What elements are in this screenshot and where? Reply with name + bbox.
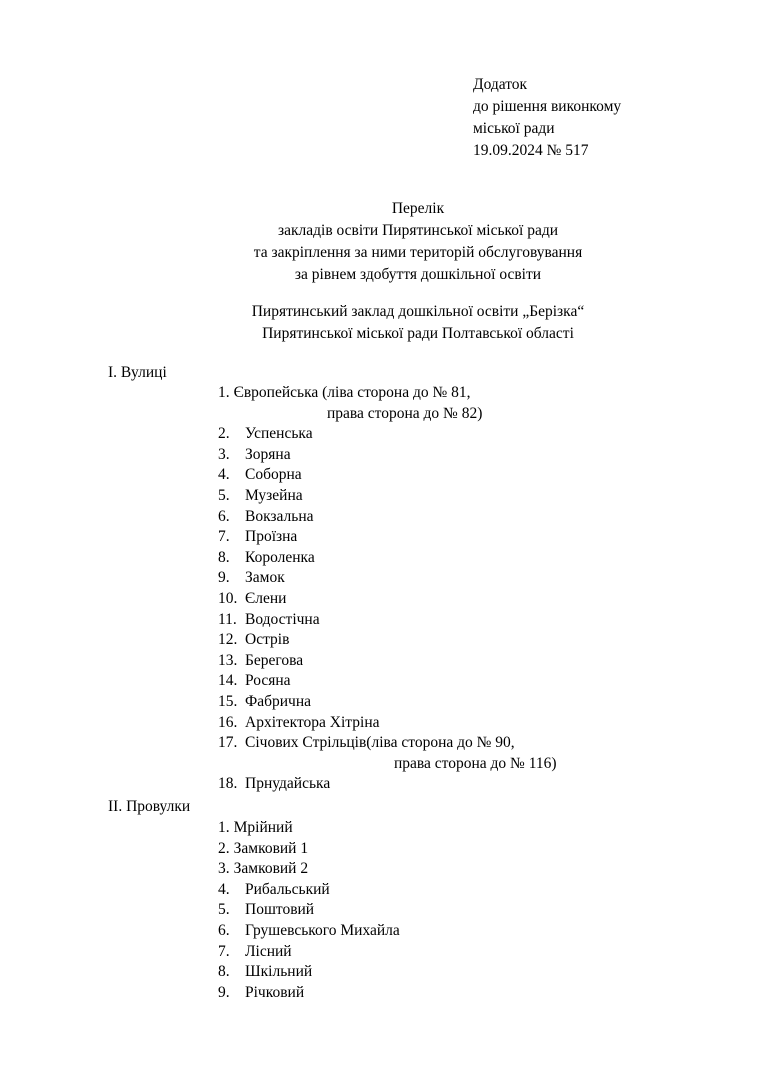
item-name: Грушевського Михайла: [245, 921, 400, 939]
item-number: 1.: [218, 384, 230, 401]
item-name: Замковий 2: [233, 860, 309, 878]
item-name: Водостічна: [245, 610, 320, 628]
addendum-line: Додаток: [473, 76, 528, 93]
item-name: Замковий 1: [233, 839, 309, 857]
list-item: [218, 818, 400, 839]
item-number: 17.: [218, 734, 238, 752]
list-item: [218, 671, 557, 692]
list-item: [218, 859, 400, 880]
institution-line: Пирятинської міської ради Полтавської області: [262, 325, 574, 342]
list-item: [218, 445, 557, 466]
list-item: [218, 983, 400, 1004]
item-name: Вокзальна: [245, 507, 314, 525]
item-number: 13.: [218, 651, 238, 669]
addendum-date-number: 19.09.2024 № 517: [473, 142, 589, 159]
list-item: [218, 774, 557, 795]
streets-heading: І. Вулиці: [108, 364, 167, 381]
item-name: Острів: [245, 631, 290, 649]
item-number: 6.: [218, 507, 230, 525]
addendum-line: міської ради: [473, 120, 555, 137]
document-title: [0, 198, 764, 286]
item-number: 15.: [218, 692, 238, 710]
item-number: 2.: [218, 425, 230, 443]
item-name: Шкільний: [245, 963, 313, 981]
lanes-heading: ІІ. Провулки: [108, 798, 191, 815]
list-item: [218, 900, 400, 921]
item-number: 5.: [218, 486, 230, 504]
item-name: Поштовий: [245, 901, 315, 919]
item-name: Мрійний: [233, 819, 293, 836]
title-line: за рівнем здобуття дошкільної освіти: [294, 266, 542, 283]
item-number: 1.: [218, 819, 230, 836]
item-number: 9.: [218, 983, 230, 1001]
item-name: Успенська: [245, 425, 313, 443]
title-line: та закріплення за ними територій обслуговування: [253, 244, 583, 261]
streets-list: [218, 383, 557, 795]
item-number: 7.: [218, 528, 230, 546]
item-name: Музейна: [245, 486, 303, 504]
item-number: 9.: [218, 569, 230, 587]
item-number: 8.: [218, 963, 230, 981]
item-number: 8.: [218, 548, 230, 566]
list-item: [218, 630, 557, 651]
item-number: 10.: [218, 589, 238, 607]
list-item: [218, 713, 557, 734]
list-item: [218, 486, 557, 507]
item-name: Єлени: [245, 589, 287, 607]
item-number: 14.: [218, 672, 238, 690]
item-number: 16.: [218, 713, 238, 731]
title-line: Перелік: [391, 200, 445, 217]
item-name: Росяна: [245, 672, 291, 690]
list-item: [218, 880, 400, 901]
item-number: 18.: [218, 775, 238, 793]
list-item: [218, 733, 557, 754]
item-number: 5.: [218, 901, 230, 919]
item-name: Замок: [245, 569, 285, 587]
item-number: 4.: [218, 880, 230, 898]
item-name: Берегова: [245, 651, 304, 669]
item-number: 4.: [218, 466, 230, 484]
list-item: [218, 839, 400, 860]
item-name: Проїзна: [245, 528, 298, 546]
item-name: Річковий: [245, 983, 305, 1001]
list-item: [218, 942, 400, 963]
institution-line: Пирятинський заклад дошкільної освіти „Берізка“: [251, 303, 585, 320]
list-item: [218, 962, 400, 983]
item-name: Соборна: [245, 466, 302, 484]
list-item: [218, 568, 557, 589]
list-item: [218, 921, 400, 942]
addendum-block: [473, 74, 621, 162]
item-number: 6.: [218, 921, 230, 939]
item-name: Зоряна: [245, 445, 291, 463]
list-item: [218, 651, 557, 672]
item-name: Лісний: [245, 942, 292, 960]
list-item: [218, 589, 557, 610]
list-item: [218, 465, 557, 486]
item-number: 12.: [218, 631, 238, 649]
item-number: 3.: [218, 860, 230, 878]
item-name: Прнудайська: [245, 775, 331, 793]
item-name: Європейська (ліва сторона до № 81,: [233, 384, 471, 401]
item-continuation: права сторона до № 82): [327, 404, 483, 422]
list-item: [218, 548, 557, 569]
addendum-line: до рішення виконкому: [473, 98, 622, 115]
list-item: [218, 507, 557, 528]
list-item: [218, 424, 557, 445]
list-item: [218, 527, 557, 548]
item-name: Фабрична: [245, 692, 312, 710]
item-name: Рибальський: [245, 880, 330, 898]
item-name: Січових Стрільців(ліва сторона до № 90,: [245, 734, 515, 752]
list-item: [218, 383, 557, 404]
item-number: 7.: [218, 942, 230, 960]
list-item: [218, 692, 557, 713]
item-name: Архітектора Хітріна: [245, 713, 380, 731]
title-line: закладів освіти Пирятинської міської ради: [277, 222, 559, 239]
item-number: 3.: [218, 445, 230, 463]
list-item: [218, 610, 557, 631]
item-name: Короленка: [245, 548, 315, 566]
item-number: 11.: [218, 610, 237, 628]
item-number: 2.: [218, 839, 230, 857]
item-continuation: права сторона до № 116): [394, 754, 557, 772]
lanes-list: [218, 818, 400, 1003]
institution-name: [0, 301, 764, 345]
